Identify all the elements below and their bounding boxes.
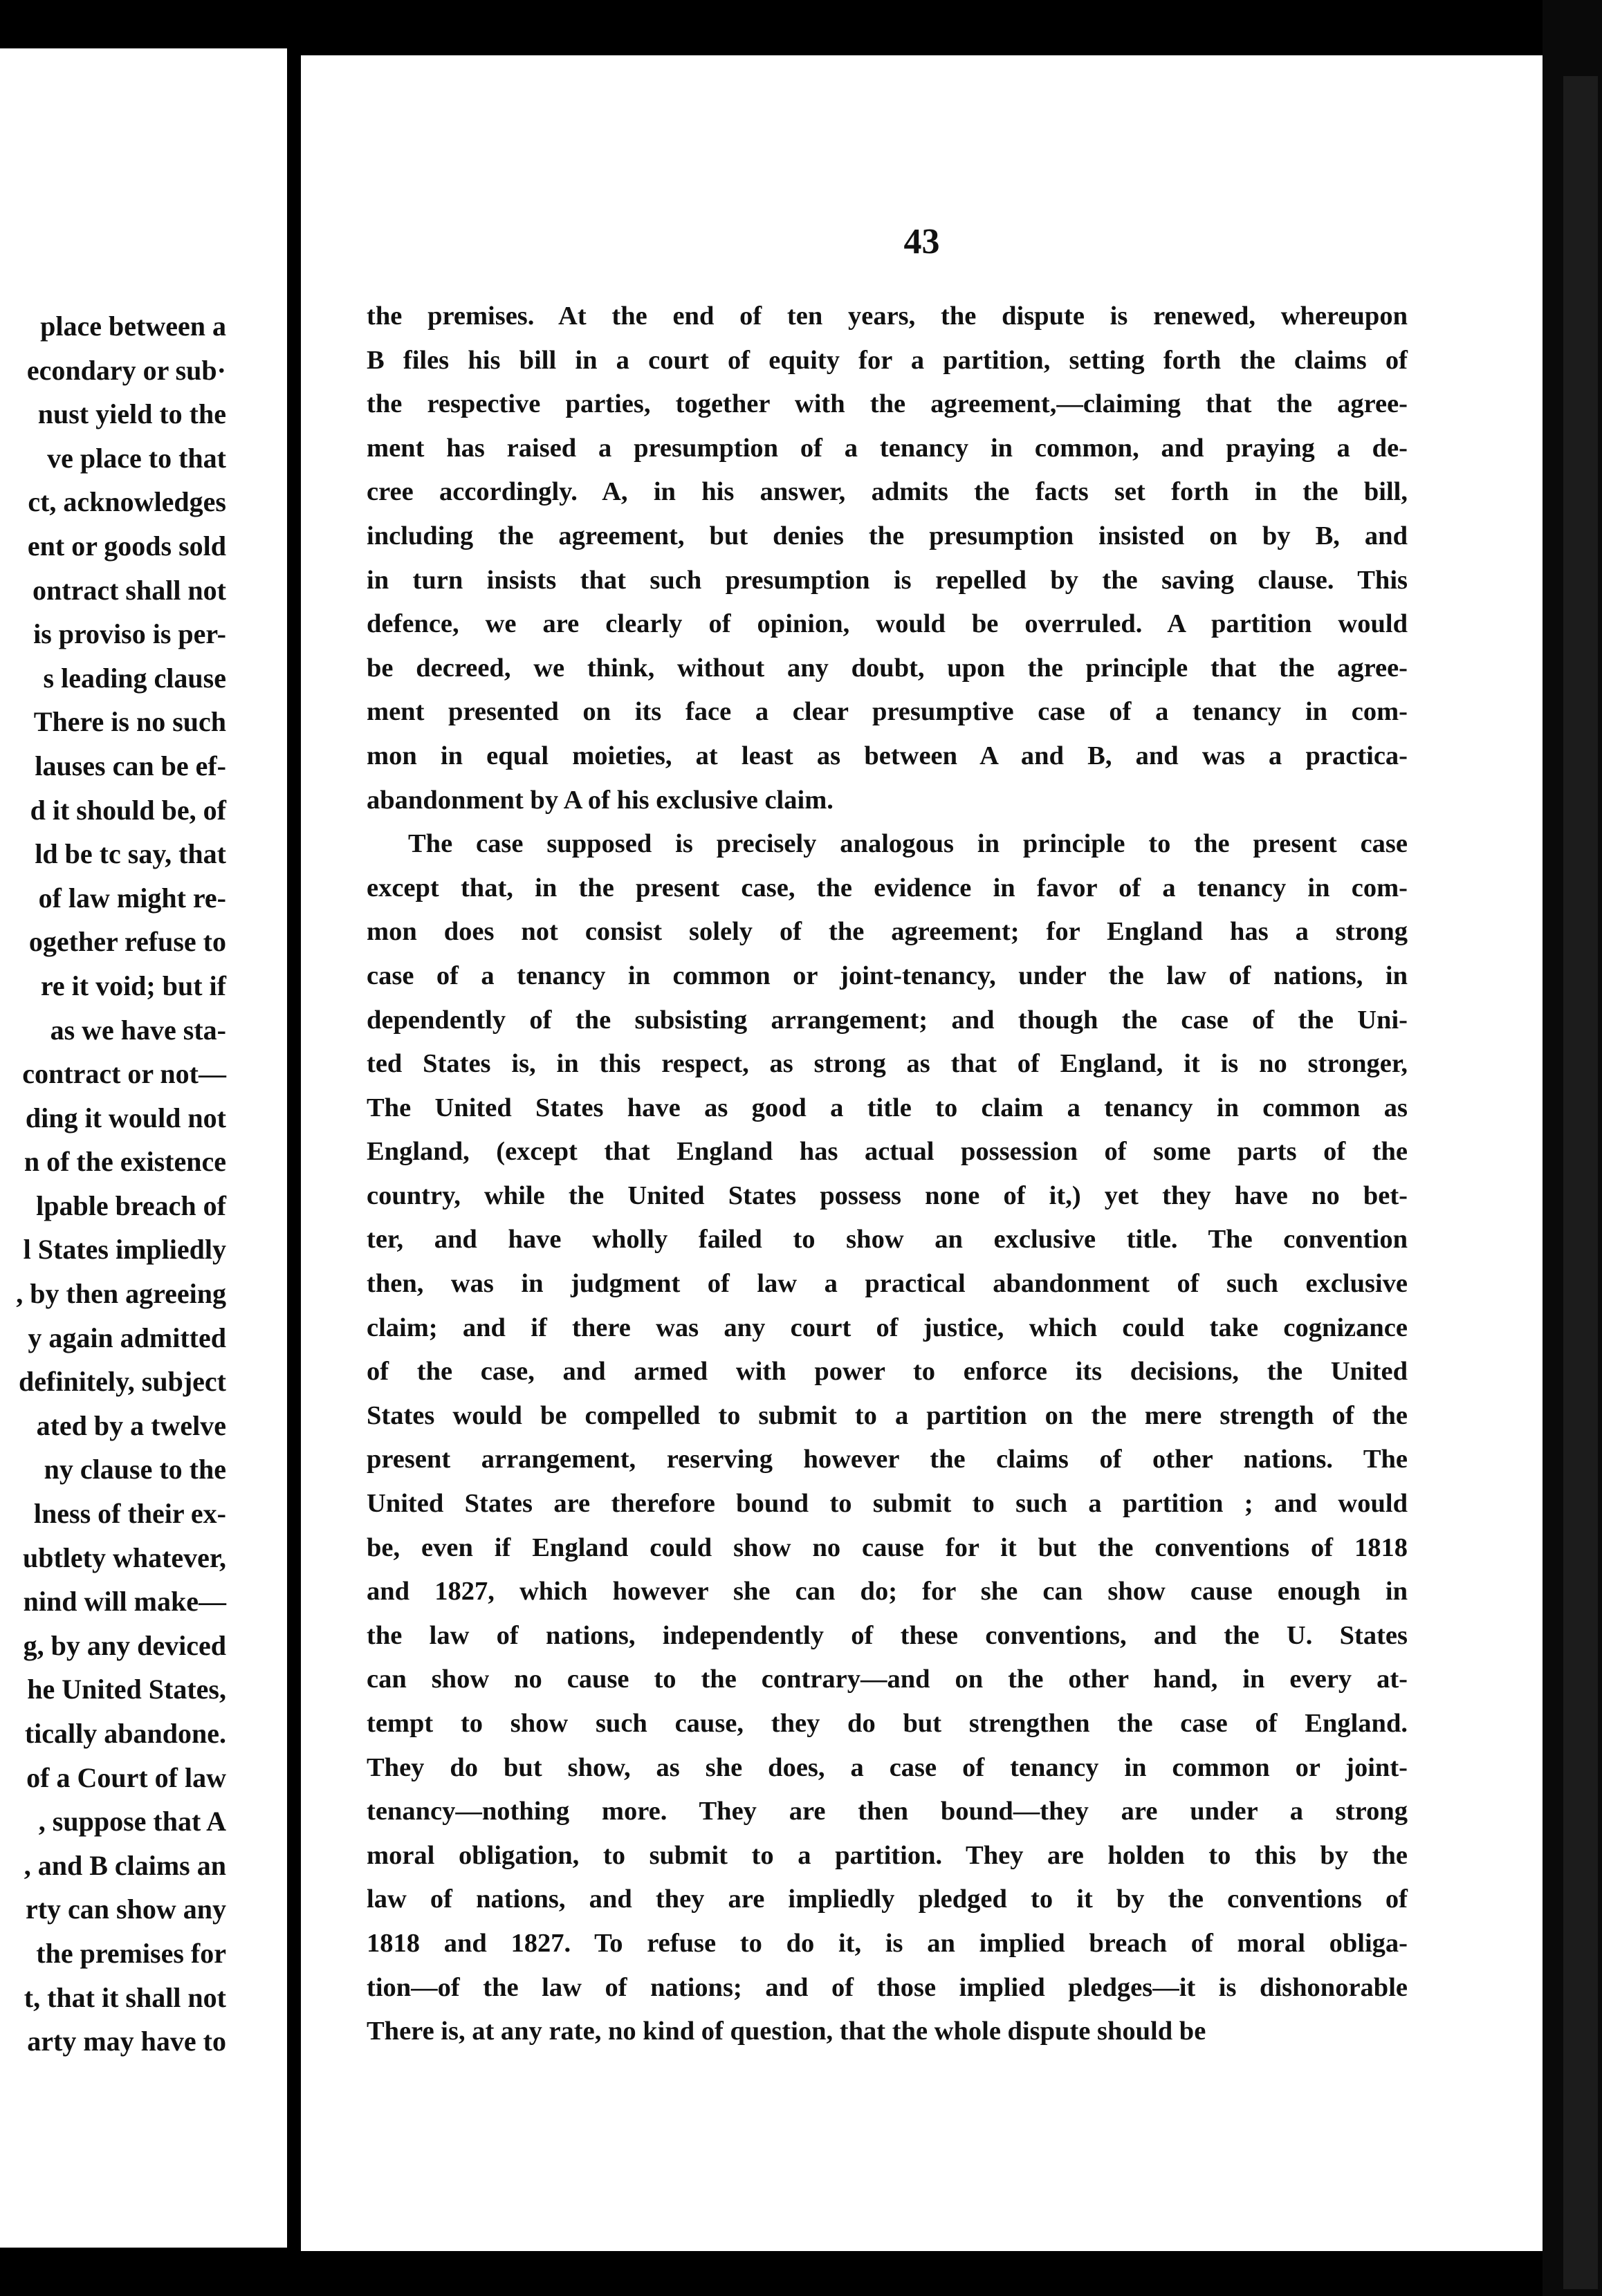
left-text-line: lpable breach of	[36, 1189, 226, 1221]
left-text-line: ubtlety whatever,	[22, 1542, 226, 1573]
text-line: The case supposed is precisely analogous in principle to the present case	[408, 829, 1408, 859]
left-text-line: as we have sta-	[50, 1014, 226, 1046]
text-line: United States are therefore bound to submit to such a partition ; and would	[367, 1489, 1408, 1519]
left-text-line: t, that it shall not	[24, 1981, 226, 2013]
text-line: moral obligation, to submit to a partition. They are holden to this by the	[367, 1840, 1408, 1870]
text-line: There is, at any rate, no kind of question, that the whole dispute should be	[367, 2017, 1206, 2046]
left-text-line: , suppose that A	[38, 1806, 226, 1837]
text-line: ted States is, in this respect, as strong as that of England, it is no stronger,	[367, 1049, 1408, 1079]
left-text-line: rty can show any	[25, 1894, 226, 1925]
text-line: abandonment by A of his exclusive claim.	[367, 785, 834, 815]
text-line: mon does not consist solely of the agreement; for England has a strong	[367, 917, 1408, 947]
text-line: country, while the United States possess none of it,) yet they have no bet-	[367, 1181, 1408, 1210]
text-line: in turn insists that such presumption is repelled by the saving clause. This	[367, 565, 1408, 595]
text-line: then, was in judgment of law a practical abandonment of such exclusive	[367, 1269, 1408, 1299]
text-line: dependently of the subsisting arrangement; and though the case of the Uni-	[367, 1005, 1408, 1035]
text-line: They do but show, as she does, a case of tenancy in common or joint-	[367, 1752, 1408, 1782]
left-text-line: tically abandone.	[24, 1718, 226, 1749]
text-line: tion—of the law of nations; and of those implied pledges—it is dishonorable	[367, 1972, 1408, 2002]
left-text-line: There is no such	[33, 706, 226, 738]
text-line: cree accordingly. A, in his answer, admits the facts set forth in the bill,	[367, 477, 1408, 507]
text-line: the respective parties, together with the agreement,—claiming that the agree-	[367, 389, 1408, 419]
left-text-line: g, by any deviced	[23, 1629, 226, 1661]
left-text-line: n of the existence	[24, 1146, 226, 1178]
text-line: be decreed, we think, without any doubt, upon the principle that the agree-	[367, 653, 1408, 683]
left-text-line: ny clause to the	[44, 1454, 226, 1485]
text-line: of the case, and armed with power to enforce its decisions, the United	[367, 1357, 1408, 1387]
left-text-line: place between a	[40, 311, 226, 342]
text-line: tempt to show such cause, they do but strengthen the case of England.	[367, 1709, 1408, 1738]
left-text-line: lness of their ex-	[33, 1498, 226, 1530]
text-line: except that, in the present case, the evidence in favor of a tenancy in com-	[367, 873, 1408, 902]
text-line: tenancy—nothing more. They are then bound—they are under a strong	[367, 1797, 1408, 1826]
text-line: ment has raised a presumption of a tenancy in common, and praying a de-	[367, 433, 1408, 463]
left-text-line: lauses can be ef-	[35, 750, 226, 781]
text-line: 1818 and 1827. To refuse to do it, is an implied breach of moral obliga-	[367, 1928, 1408, 1958]
left-text-line: y again admitted	[28, 1322, 226, 1353]
left-text-line: the premises for	[36, 1937, 226, 1969]
left-text-line: s leading clause	[43, 662, 226, 694]
text-line: States would be compelled to submit to a partition on the mere strength of the	[367, 1400, 1408, 1430]
left-page-text	[0, 304, 287, 2064]
left-text-line: , by then agreeing	[16, 1278, 226, 1310]
text-line: mon in equal moieties, at least as between A and B, and was a practica-	[367, 741, 1408, 770]
left-text-line: ated by a twelve	[36, 1409, 226, 1441]
left-text-line: ent or goods sold	[27, 530, 226, 562]
left-text-line: ontract shall not	[33, 574, 226, 606]
text-line: law of nations, and they are impliedly pledged to it by the conventions of	[367, 1885, 1408, 1914]
book-gutter	[287, 0, 301, 2296]
left-text-line: arty may have to	[27, 2026, 226, 2057]
text-line: the premises. At the end of ten years, the dispute is renewed, whereupon	[367, 302, 1408, 331]
left-text-line: ve place to that	[47, 442, 226, 474]
left-text-line: ct, acknowledges	[28, 486, 226, 518]
book-right-edge	[1543, 0, 1602, 2296]
text-line: England, (except that England has actual possession of some parts of the	[367, 1137, 1408, 1167]
left-text-line: nust yield to the	[37, 398, 226, 430]
left-text-line: ding it would not	[25, 1102, 226, 1133]
left-text-line: contract or not—	[22, 1058, 226, 1090]
page-stack-shadow	[1563, 76, 1598, 2289]
left-text-line: re it void; but if	[40, 970, 226, 1001]
body-text	[367, 295, 1408, 2054]
left-text-line: of law might re-	[38, 882, 226, 914]
left-text-line: ogether refuse to	[28, 926, 226, 958]
page-number: 43	[903, 222, 940, 261]
text-line: ter, and have wholly failed to show an exclusive title. The convention	[367, 1225, 1408, 1255]
text-line: and 1827, which however she can do; for she can show cause enough in	[367, 1577, 1408, 1607]
left-text-line: definitely, subject	[19, 1366, 226, 1398]
text-line: B files his bill in a court of equity for a partition, setting forth the claims of	[367, 345, 1408, 375]
text-line: case of a tenancy in common or joint-tenancy, under the law of nations, in	[367, 961, 1408, 990]
text-line: claim; and if there was any court of justice, which could take cognizance	[367, 1313, 1408, 1342]
text-line: can show no cause to the contrary—and on the other hand, in every at-	[367, 1665, 1408, 1694]
text-line: the law of nations, independently of these conventions, and the U. States	[367, 1620, 1408, 1650]
left-text-line: econdary or sub·	[26, 354, 226, 386]
left-text-line: ld be tc say, that	[35, 838, 226, 870]
left-text-line: is proviso is per-	[33, 618, 226, 650]
left-text-line: d it should be, of	[30, 794, 226, 826]
left-text-line: , and B claims an	[24, 1849, 226, 1881]
left-page	[0, 48, 287, 2248]
left-text-line: of a Court of law	[26, 1761, 226, 1793]
text-line: ment presented on its face a clear presumptive case of a tenancy in com-	[367, 697, 1408, 727]
left-text-line: he United States,	[27, 1674, 226, 1705]
text-line: defence, we are clearly of opinion, would be overruled. A partition would	[367, 609, 1408, 639]
text-line: including the agreement, but denies the presumption insisted on by B, and	[367, 521, 1408, 550]
text-line: be, even if England could show no cause for it but the conventions of 1818	[367, 1533, 1408, 1562]
left-text-line: nind will make—	[23, 1586, 226, 1618]
right-page	[301, 55, 1543, 2251]
left-text-line: l States impliedly	[23, 1234, 226, 1266]
text-line: The United States have as good a title to claim a tenancy in common as	[367, 1093, 1408, 1122]
text-line: present arrangement, reserving however the claims of other nations. The	[367, 1445, 1408, 1474]
